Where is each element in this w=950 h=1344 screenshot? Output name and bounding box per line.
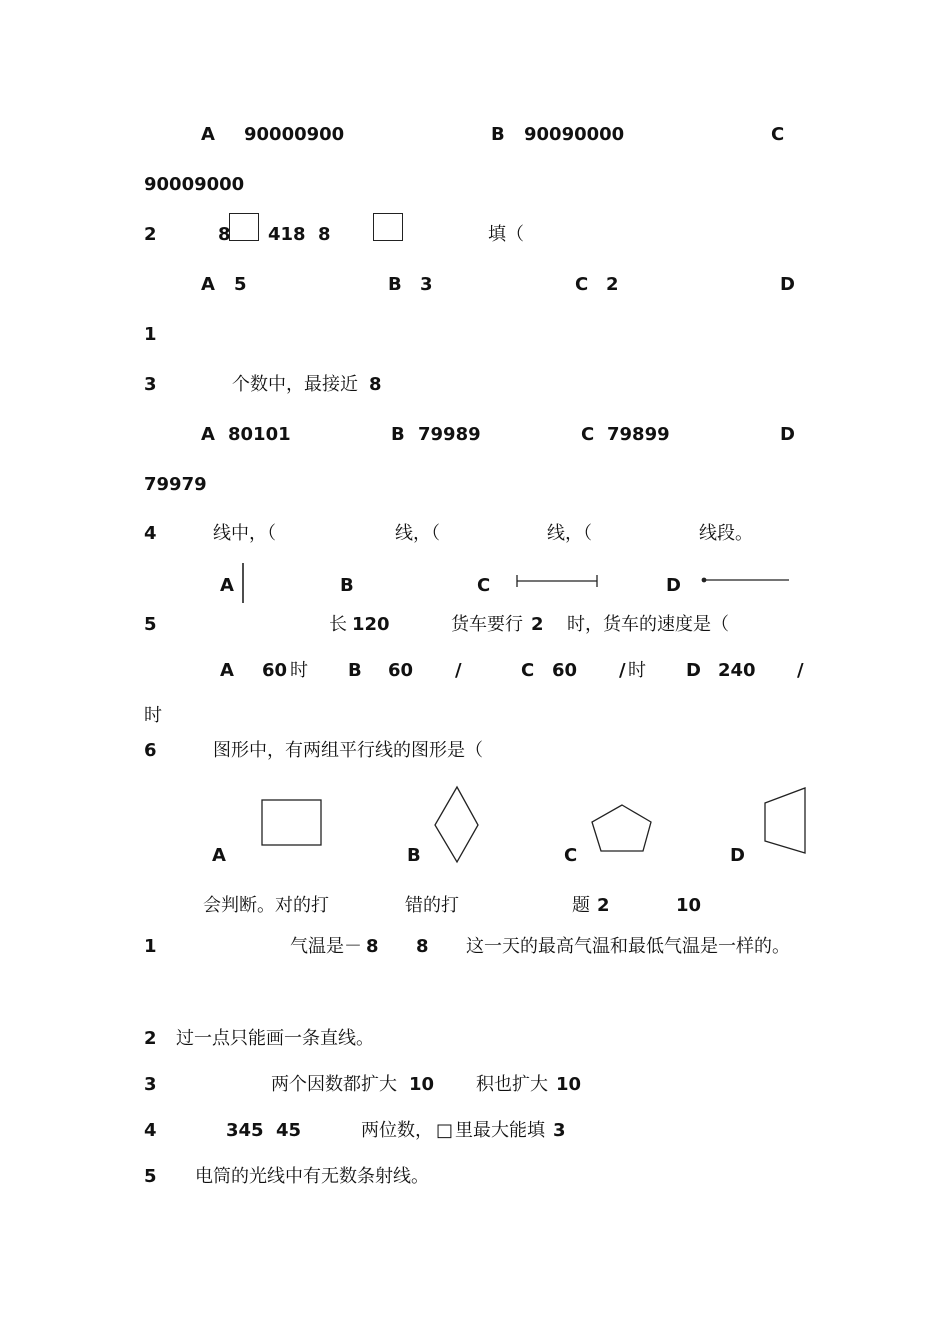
q2-option-d-letter: D [780, 274, 795, 295]
judge-s2-text: 过一点只能画一条直线。 [176, 1028, 374, 1049]
q6-option-a-letter: A [212, 845, 226, 866]
judge-s4-box-symbol: □ [436, 1120, 454, 1141]
q6-option-c-letter: C [564, 845, 578, 866]
judge-s1-value-1: 8 [366, 936, 379, 957]
judge-s1-value-2: 8 [416, 936, 429, 957]
q6-figure-b-rhombus [430, 782, 484, 868]
q2-option-b-letter: B [388, 274, 402, 295]
q4-figure-c-segment [513, 572, 603, 590]
q4-text-1: 线中，（ [213, 523, 276, 544]
q2-blank-box-2 [373, 213, 403, 241]
q4-number: 4 [144, 523, 157, 544]
q5-option-b-number: 60 [388, 660, 414, 681]
judge-s5-text: 电筒的光线中有无数条射线。 [195, 1166, 429, 1187]
q6-option-b-letter: B [407, 845, 421, 866]
q2-blank-box-1 [229, 213, 259, 241]
q3-option-a-value: 80101 [228, 424, 291, 445]
q5-option-c-slash: / [619, 660, 626, 681]
q2-digits-2: 418 [268, 224, 306, 245]
q6-figure-d-trapezoid [760, 784, 810, 858]
q2-option-b-value: 3 [420, 274, 433, 295]
q5-text-3: 时，货车的速度是（ [567, 614, 729, 635]
q2-digit-1: 8 [218, 224, 231, 245]
q6-number: 6 [144, 740, 157, 761]
judge-s4-value-3: 3 [553, 1120, 566, 1141]
q1-option-a-value: 90000900 [244, 124, 345, 145]
q1-option-b-letter: B [491, 124, 505, 145]
q4-option-d-letter: D [666, 575, 681, 596]
judge-s4-text-1: 两位数， [361, 1120, 433, 1141]
judge-s1-number: 1 [144, 936, 157, 957]
q4-text-2: 线，（ [395, 523, 440, 544]
q3-number: 3 [144, 374, 157, 395]
judge-s4-value-2: 45 [276, 1120, 302, 1141]
judge-header-text-2: 错的打 [405, 895, 459, 916]
q3-text: 个数中，最接近 [232, 374, 358, 395]
judge-s4-value-1: 345 [226, 1120, 264, 1141]
q5-option-c-unit: 时 [628, 660, 646, 681]
q5-option-a-unit: 时 [290, 660, 308, 681]
judge-s4-text-2: 里最大能填 [455, 1120, 545, 1141]
judge-s1-text-1: 气温是－ [290, 936, 362, 957]
q1-option-c-letter: C [771, 124, 785, 145]
q5-value-1: 120 [352, 614, 390, 635]
q5-option-a-number: 60 [262, 660, 288, 681]
q2-option-c-letter: C [575, 274, 589, 295]
q4-option-b-letter: B [340, 575, 354, 596]
judge-s5-number: 5 [144, 1166, 157, 1187]
judge-s4-number: 4 [144, 1120, 157, 1141]
judge-s3-number: 3 [144, 1074, 157, 1095]
q3-option-b-letter: B [391, 424, 405, 445]
q1-option-b-value: 90090000 [524, 124, 625, 145]
judge-header-value-2: 10 [676, 895, 702, 916]
judge-header-text-3: 题 [572, 895, 590, 916]
q6-figure-a-rectangle [258, 796, 326, 850]
q5-option-b-letter: B [348, 660, 362, 681]
q1-option-a-letter: A [201, 124, 215, 145]
q5-option-d-letter: D [686, 660, 701, 681]
q5-value-2: 2 [531, 614, 544, 635]
q5-number: 5 [144, 614, 157, 635]
q2-option-c-value: 2 [606, 274, 619, 295]
judge-header-value-1: 2 [597, 895, 610, 916]
q5-option-d-slash: / [797, 660, 804, 681]
q6-figure-c-pentagon [588, 801, 656, 857]
q2-digit-3: 8 [318, 224, 331, 245]
q5-option-d-unit: 时 [144, 705, 162, 726]
q6-text: 图形中，有两组平行线的图形是（ [213, 740, 483, 761]
q5-option-d-number: 240 [718, 660, 756, 681]
q1-option-c-value: 90009000 [144, 174, 245, 195]
q2-option-d-value: 1 [144, 324, 157, 345]
q3-option-c-value: 79899 [607, 424, 670, 445]
q2-text: 填（ [488, 224, 524, 245]
q3-option-d-value: 79979 [144, 474, 207, 495]
judge-s3-value-2: 10 [556, 1074, 582, 1095]
q2-option-a-letter: A [201, 274, 215, 295]
q3-bold-number: 8 [369, 374, 382, 395]
q3-option-c-letter: C [581, 424, 595, 445]
q2-number: 2 [144, 224, 157, 245]
q4-option-c-letter: C [477, 575, 491, 596]
q3-option-d-letter: D [780, 424, 795, 445]
judge-s2-number: 2 [144, 1028, 157, 1049]
q2-option-a-value: 5 [234, 274, 247, 295]
q3-option-b-value: 79989 [418, 424, 481, 445]
judge-s3-value-1: 10 [409, 1074, 435, 1095]
q4-text-3: 线，（ [547, 523, 592, 544]
q5-text-2: 货车要行 [451, 614, 523, 635]
q4-option-a-letter: A [220, 575, 234, 596]
q5-option-b-slash: / [455, 660, 462, 681]
q5-text-1: 长 [329, 614, 347, 635]
judge-s1-text-2: 这一天的最高气温和最低气温是一样的。 [466, 936, 790, 957]
q5-option-c-number: 60 [552, 660, 578, 681]
judge-header-text-1: 会判断。对的打 [203, 895, 329, 916]
q5-option-c-letter: C [521, 660, 535, 681]
q4-figure-d-ray [698, 573, 794, 587]
q3-option-a-letter: A [201, 424, 215, 445]
q4-figure-a-vertical-line [236, 561, 250, 605]
judge-s3-text-1: 两个因数都扩大 [271, 1074, 397, 1095]
q6-option-d-letter: D [730, 845, 745, 866]
judge-s3-text-2: 积也扩大 [476, 1074, 548, 1095]
q4-text-4: 线段。 [699, 523, 753, 544]
q5-option-a-letter: A [220, 660, 234, 681]
